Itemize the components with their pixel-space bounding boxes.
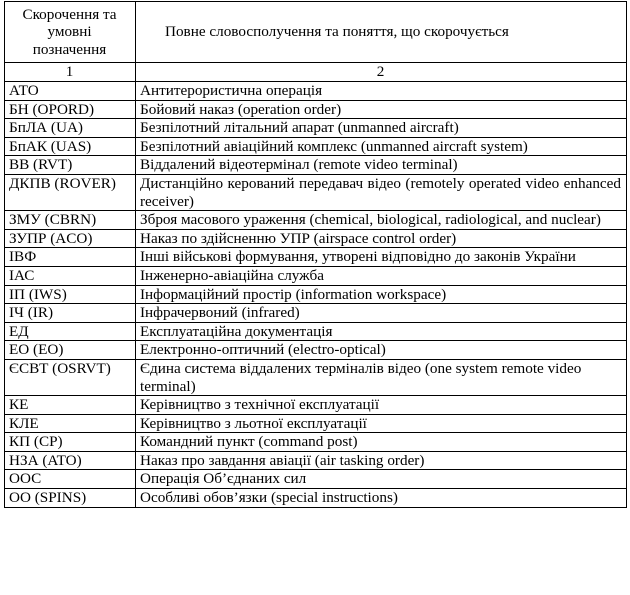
full-phrase-cell: Керівництво з технічної експлуатації: [136, 396, 627, 415]
abbreviation-cell: ІВФ: [5, 248, 136, 267]
abbreviation-cell: БН (OPORD): [5, 100, 136, 119]
abbreviation-cell: ІЧ (IR): [5, 304, 136, 323]
abbreviation-cell: БпЛА (UA): [5, 119, 136, 138]
full-phrase-cell: Дистанційно керований передавач відео (remotely operated video enhanced receiver): [136, 174, 627, 210]
full-phrase-cell: Безпілотний літальний апарат (unmanned aircraft): [136, 119, 627, 138]
abbreviation-cell: ІАС: [5, 266, 136, 285]
abbreviation-cell: КЛЕ: [5, 414, 136, 433]
full-phrase-cell: Безпілотний авіаційний комплекс (unmanned aircraft system): [136, 137, 627, 156]
abbreviation-cell: КЕ: [5, 396, 136, 415]
full-phrase-cell: Віддалений відеотермінал (remote video terminal): [136, 156, 627, 175]
table-row: [5, 211, 627, 230]
table-row: [5, 489, 627, 508]
table-row: [5, 433, 627, 452]
abbreviation-cell: БпАК (UAS): [5, 137, 136, 156]
full-phrase-cell: Керівництво з льотної експлуатації: [136, 414, 627, 433]
full-phrase-cell: Особливі обов’язки (special instructions): [136, 489, 627, 508]
abbreviation-cell: ЗУПР (ACO): [5, 229, 136, 248]
full-phrase-cell: Інформаційний простір (information workspace): [136, 285, 627, 304]
table-row: [5, 100, 627, 119]
full-phrase-cell: Експлуатаційна документація: [136, 322, 627, 341]
full-phrase-cell: Антитерористична операція: [136, 82, 627, 101]
full-phrase-cell: Єдина система віддалених терміналів відео (one system remote video terminal): [136, 359, 627, 395]
full-phrase-cell: Інші військові формування, утворені відповідно до законів України: [136, 248, 627, 267]
abbreviation-cell: АТО: [5, 82, 136, 101]
table-row: [5, 359, 627, 395]
header-full-phrase: Повне словосполучення та поняття, що скорочується: [136, 2, 627, 63]
abbreviation-cell: ОО (SPINS): [5, 489, 136, 508]
full-phrase-cell: Зброя масового ураження (chemical, biological, radiological, and nuclear): [136, 211, 627, 230]
abbreviation-cell: ЗМУ (CBRN): [5, 211, 136, 230]
abbreviation-cell: ВВ (RVT): [5, 156, 136, 175]
abbreviations-page: [4, 1, 627, 508]
column-number-1: 1: [5, 63, 136, 82]
full-phrase-cell: Електронно-оптичний (electro-optical): [136, 341, 627, 360]
table-row: [5, 229, 627, 248]
table-row: [5, 248, 627, 267]
column-number-row: [5, 63, 627, 82]
table-row: [5, 470, 627, 489]
table-row: [5, 285, 627, 304]
abbreviation-cell: КП (CP): [5, 433, 136, 452]
table-row: [5, 451, 627, 470]
abbreviations-table: [4, 1, 627, 508]
full-phrase-cell: Операція Об’єднаних сил: [136, 470, 627, 489]
full-phrase-cell: Бойовий наказ (operation order): [136, 100, 627, 119]
table-row: [5, 304, 627, 323]
table-row: [5, 156, 627, 175]
abbreviation-cell: ЕД: [5, 322, 136, 341]
table-row: [5, 174, 627, 210]
abbreviation-cell: ЄСВТ (OSRVT): [5, 359, 136, 395]
full-phrase-cell: Інфрачервоний (infrared): [136, 304, 627, 323]
table-row: [5, 82, 627, 101]
full-phrase-cell: Інженерно-авіаційна служба: [136, 266, 627, 285]
table-row: [5, 341, 627, 360]
full-phrase-cell: Командний пункт (command post): [136, 433, 627, 452]
table-header-row: [5, 2, 627, 63]
abbreviation-cell: ІП (IWS): [5, 285, 136, 304]
table-row: [5, 137, 627, 156]
table-row: [5, 266, 627, 285]
column-number-2: 2: [136, 63, 627, 82]
abbreviation-cell: ООС: [5, 470, 136, 489]
table-row: [5, 396, 627, 415]
abbreviation-cell: НЗА (ATO): [5, 451, 136, 470]
full-phrase-cell: Наказ по здійсненню УПР (airspace control order): [136, 229, 627, 248]
table-row: [5, 119, 627, 138]
table-row: [5, 322, 627, 341]
table-body: [5, 2, 627, 508]
abbreviation-cell: ДКПВ (ROVER): [5, 174, 136, 210]
abbreviation-cell: ЕО (EO): [5, 341, 136, 360]
full-phrase-cell: Наказ про завдання авіації (air tasking order): [136, 451, 627, 470]
table-row: [5, 414, 627, 433]
header-abbreviation: Скорочення та умовні позначення: [5, 2, 136, 63]
